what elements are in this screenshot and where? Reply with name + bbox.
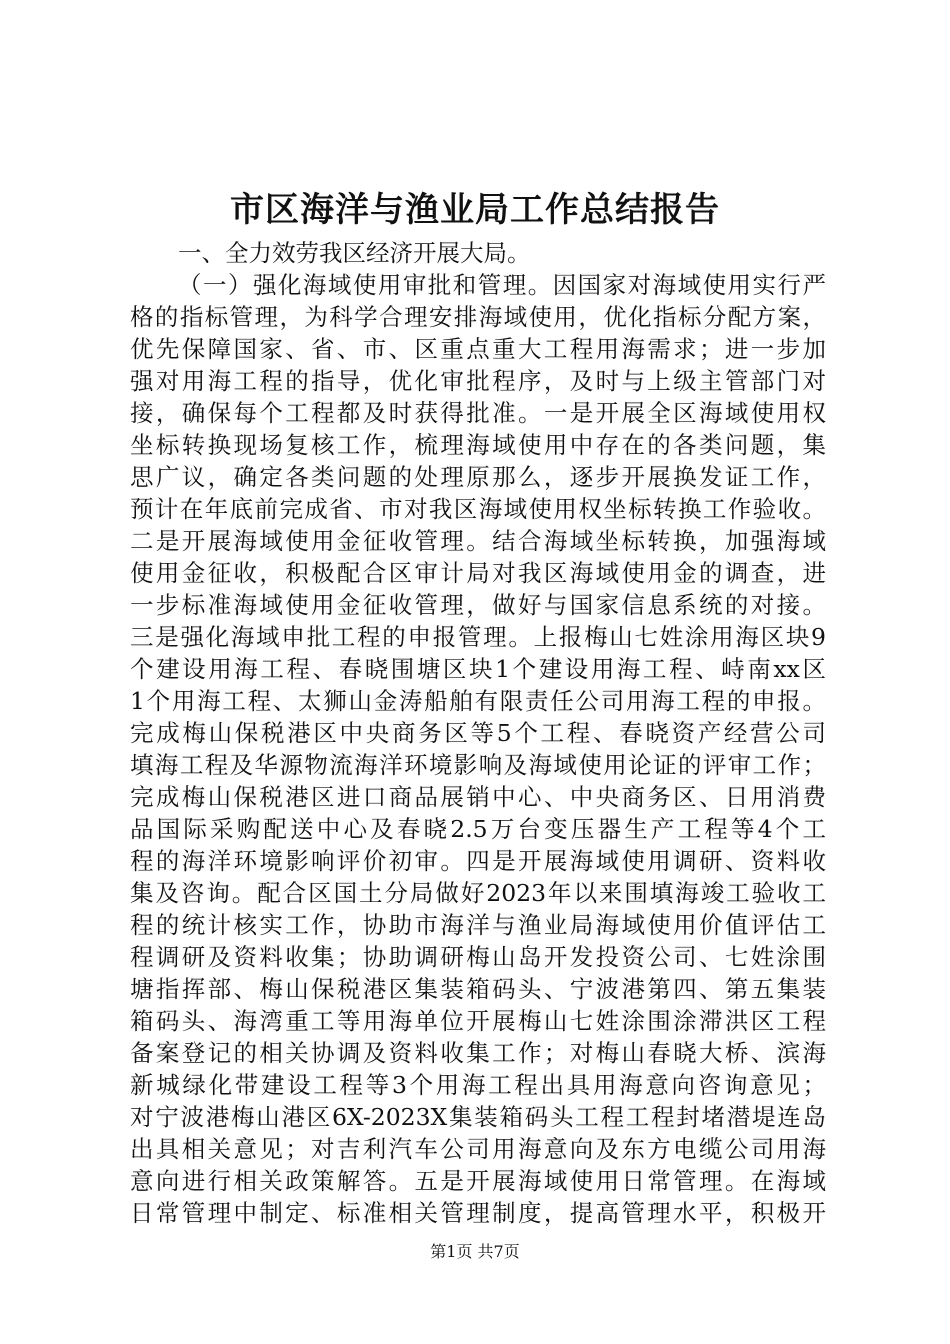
body-line: 坐标转换现场复核工作，梳理海域使用中存在的各类问题，集 bbox=[130, 431, 826, 459]
body-line: 集及咨询。配合区国土分局做好2023年以来围填海竣工验收工 bbox=[130, 879, 826, 907]
page-number-footer: 第1页 共7页 bbox=[430, 1242, 520, 1261]
section-heading: 一、全力效劳我区经济开展大局。 bbox=[178, 239, 531, 267]
body-line: 预计在年底前完成省、市对我区海域使用权坐标转换工作验收。 bbox=[130, 495, 826, 523]
document-title: 市区海洋与渔业局工作总结报告 bbox=[230, 190, 720, 230]
body-line: 填海工程及华源物流海洋环境影响及海域使用论证的评审工作； bbox=[130, 751, 826, 779]
body-line: 新城绿化带建设工程等3个用海工程出具用海意向咨询意见； bbox=[130, 1071, 826, 1099]
body-line: 1个用海工程、太狮山金涛船舶有限责任公司用海工程的申报。 bbox=[130, 687, 826, 715]
body-line: 个建设用海工程、春晓围塘区块1个建设用海工程、峙南xx区 bbox=[130, 655, 826, 683]
body-line: 强对用海工程的指导，优化审批程序，及时与上级主管部门对 bbox=[130, 367, 826, 395]
body-line: 程的海洋环境影响评价初审。四是开展海域使用调研、资料收 bbox=[130, 847, 826, 875]
body-line: 思广议，确定各类问题的处理原那么，逐步开展换发证工作， bbox=[130, 463, 826, 491]
body-line: 塘指挥部、梅山保税港区集装箱码头、宁波港第四、第五集装 bbox=[130, 975, 826, 1003]
body-line: 对宁波港梅山港区6X-2023X集装箱码头工程工程封堵潜堤连岛 bbox=[130, 1103, 826, 1131]
body-line: 使用金征收，积极配合区审计局对我区海域使用金的调查，进 bbox=[130, 559, 826, 587]
body-line: 出具相关意见；对吉利汽车公司用海意向及东方电缆公司用海 bbox=[130, 1135, 826, 1163]
body-line: 完成梅山保税港区进口商品展销中心、中央商务区、日用消费 bbox=[130, 783, 826, 811]
body-line: 三是强化海域申批工程的申报管理。上报梅山七姓涂用海区块9 bbox=[130, 623, 826, 651]
document-body bbox=[130, 237, 826, 1229]
body-line: 程调研及资料收集；协助调研梅山岛开发投资公司、七姓涂围 bbox=[130, 943, 826, 971]
body-line: 品国际采购配送中心及春晓2.5万台变压器生产工程等4个工 bbox=[130, 815, 826, 843]
body-line: （一）强化海域使用审批和管理。因国家对海域使用实行严 bbox=[178, 271, 826, 299]
body-line: 格的指标管理，为科学合理安排海域使用，优化指标分配方案， bbox=[130, 303, 826, 331]
body-line: 箱码头、海湾重工等用海单位开展梅山七姓涂围涂滞洪区工程 bbox=[130, 1007, 826, 1035]
body-line: 优先保障国家、省、市、区重点重大工程用海需求；进一步加 bbox=[130, 335, 826, 363]
body-line: 接，确保每个工程都及时获得批准。一是开展全区海域使用权 bbox=[130, 399, 826, 427]
body-line: 完成梅山保税港区中央商务区等5个工程、春晓资产经营公司 bbox=[130, 719, 826, 747]
body-line: 日常管理中制定、标准相关管理制度，提高管理水平，积极开 bbox=[130, 1199, 826, 1227]
body-line: 一步标准海域使用金征收管理，做好与国家信息系统的对接。 bbox=[130, 591, 826, 619]
body-line: 二是开展海域使用金征收管理。结合海域坐标转换，加强海域 bbox=[130, 527, 826, 555]
body-line: 备案登记的相关协调及资料收集工作；对梅山春晓大桥、滨海 bbox=[130, 1039, 826, 1067]
body-line: 程的统计核实工作，协助市海洋与渔业局海域使用价值评估工 bbox=[130, 911, 826, 939]
body-line: 意向进行相关政策解答。五是开展海域使用日常管理。在海域 bbox=[130, 1167, 826, 1195]
